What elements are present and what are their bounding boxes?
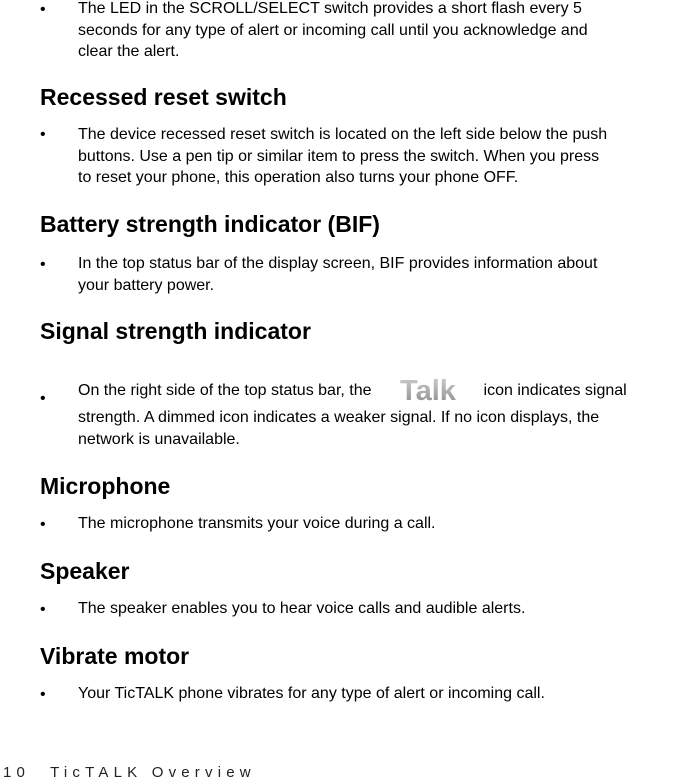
text-fragment: icon indicates signal	[483, 382, 627, 399]
text-line: The device recessed reset switch is located on the left side below the push	[78, 126, 608, 143]
speaker-bullet-text	[78, 598, 696, 620]
heading-microphone: Microphone	[40, 473, 171, 499]
bullet-marker: •	[40, 256, 46, 273]
reset-switch-bullet-text	[78, 124, 696, 189]
text-line: clear the alert.	[78, 43, 180, 60]
bullet-marker: •	[40, 601, 46, 618]
microphone-bullet-text	[78, 513, 696, 535]
text-line: buttons. Use a pen tip or similar item to press the switch. When you press	[78, 147, 600, 165]
talk-signal-icon	[386, 375, 470, 407]
text-line: seconds for any type of alert or incoming call until you acknowledge and	[78, 21, 588, 39]
page-footer	[3, 764, 256, 781]
text-line: The microphone transmits your voice during a call.	[78, 515, 436, 532]
text-line: The LED in the SCROLL/SELECT switch provides a short flash every 5	[78, 0, 582, 17]
vibrate-bullet-text	[78, 683, 696, 705]
text-line: network is unavailable.	[78, 430, 240, 448]
text-line: to reset your phone, this operation also turns your phone OFF.	[78, 169, 519, 186]
text-line: Your TicTALK phone vibrates for any type of alert or incoming call.	[78, 685, 545, 702]
bullet-marker: •	[40, 1, 46, 18]
heading-battery-strength-indicator: Battery strength indicator (BIF)	[40, 211, 380, 237]
talk-icon-label: Talk	[399, 375, 456, 407]
led-bullet-text	[78, 0, 696, 63]
signal-bullet-text	[78, 375, 696, 450]
text-line-with-icon	[78, 375, 696, 407]
heading-recessed-reset-switch: Recessed reset switch	[40, 84, 287, 110]
text-line: In the top status bar of the display screen, BIF provides information about	[78, 255, 598, 272]
bullet-marker: •	[40, 686, 46, 703]
bullet-marker: •	[40, 516, 46, 533]
text-fragment: On the right side of the top status bar, the	[78, 382, 372, 399]
talk-icon-graphic	[386, 375, 470, 407]
footer-section-title: TicTALK Overview	[50, 764, 256, 781]
text-line: The speaker enables you to hear voice calls and audible alerts.	[78, 600, 526, 617]
bullet-marker: •	[40, 126, 46, 143]
heading-speaker: Speaker	[40, 558, 130, 584]
bullet-marker: •	[40, 390, 46, 407]
heading-signal-strength-indicator: Signal strength indicator	[40, 318, 311, 344]
text-line: your battery power.	[78, 276, 215, 294]
text-line: strength. A dimmed icon indicates a weaker signal. If no icon displays, the	[78, 409, 600, 426]
battery-bullet-text	[78, 253, 696, 296]
heading-vibrate-motor: Vibrate motor	[40, 643, 190, 669]
page-number: 10	[3, 764, 31, 781]
